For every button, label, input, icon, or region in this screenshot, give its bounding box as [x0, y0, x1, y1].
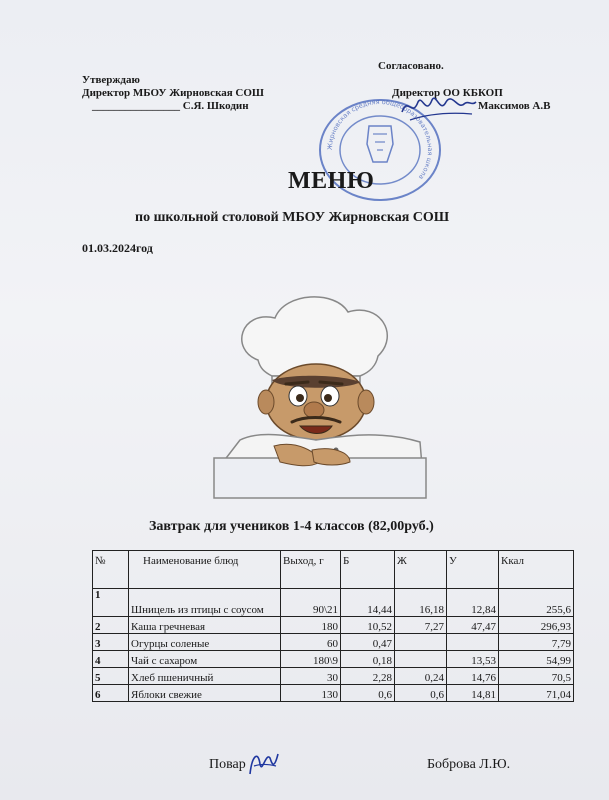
dish-name: Хлеб пшеничный: [129, 668, 281, 685]
cook-name: Боброва Л.Ю.: [427, 757, 511, 772]
dish-kcal: 54,99: [499, 651, 574, 668]
dish-yield: 60: [281, 634, 341, 651]
dish-yield: 130: [281, 685, 341, 702]
dish-name: Каша гречневая: [129, 617, 281, 634]
menu-table: [92, 550, 574, 702]
page-subtitle: по школьной столовой МБОУ Жирновская СОШ: [135, 210, 450, 225]
dish-kcal: 70,5: [499, 668, 574, 685]
column-header-kcal: Ккал: [499, 551, 574, 589]
dish-kcal: 296,93: [499, 617, 574, 634]
chef-illustration: [200, 290, 440, 500]
dish-kcal: 255,6: [499, 589, 574, 617]
dish-fats: [395, 651, 447, 668]
breakfast-heading: Завтрак для учеников 1-4 классов (82,00руб.): [149, 519, 434, 534]
dish-name: Чай с сахаром: [129, 651, 281, 668]
dish-carbs: 14,76: [447, 668, 499, 685]
stamp-text: Жирновская средняя общеобразовательная школа: [325, 97, 435, 181]
dish-yield: 180\9: [281, 651, 341, 668]
dish-proteins: 0,18: [341, 651, 395, 668]
row-number: 2: [93, 617, 129, 634]
approver-title: Директор МБОУ Жирновская СОШ: [82, 87, 265, 99]
dish-name: Яблоки свежие: [129, 685, 281, 702]
dish-fats: 0,6: [395, 685, 447, 702]
agreed-title: Директор ОО КБКОП: [392, 87, 503, 99]
dish-proteins: 14,44: [341, 589, 395, 617]
dish-yield: 90\21: [281, 589, 341, 617]
dish-fats: 7,27: [395, 617, 447, 634]
table-row: [93, 685, 574, 702]
column-header-fats: Ж: [395, 551, 447, 589]
row-number: 1: [93, 589, 129, 617]
dish-proteins: 2,28: [341, 668, 395, 685]
dish-fats: [395, 634, 447, 651]
row-number: 6: [93, 685, 129, 702]
approver-signature-line: ________________ С.Я. Шкодин: [92, 100, 249, 112]
dish-carbs: [447, 634, 499, 651]
dish-fats: 0,24: [395, 668, 447, 685]
dish-name: Огурцы соленые: [129, 634, 281, 651]
dish-proteins: 10,52: [341, 617, 395, 634]
page-title: МЕНЮ: [288, 168, 375, 194]
dish-yield: 180: [281, 617, 341, 634]
menu-date: 01.03.2024год: [82, 241, 153, 255]
table-row: [93, 634, 574, 651]
cook-signature: [244, 746, 284, 780]
row-number: 4: [93, 651, 129, 668]
dish-name: Шницель из птицы с соусом: [129, 589, 281, 617]
column-header-proteins: Б: [341, 551, 395, 589]
agreed-signature: [398, 88, 478, 128]
dish-yield: 30: [281, 668, 341, 685]
dish-fats: 16,18: [395, 589, 447, 617]
dish-carbs: 12,84: [447, 589, 499, 617]
row-number: 3: [93, 634, 129, 651]
table-row: [93, 617, 574, 634]
dish-kcal: 7,79: [499, 634, 574, 651]
table-row: [93, 651, 574, 668]
table-row: [93, 668, 574, 685]
column-header-yield: Выход, г: [281, 551, 341, 589]
dish-proteins: 0,6: [341, 685, 395, 702]
column-header-dish: Наименование блюд: [129, 551, 281, 589]
row-number: 5: [93, 668, 129, 685]
column-header-number: №: [93, 551, 129, 589]
dish-carbs: 13,53: [447, 651, 499, 668]
dish-carbs: 47,47: [447, 617, 499, 634]
table-row: [93, 589, 574, 617]
agreed-name: Максимов А.В: [478, 100, 551, 112]
dish-carbs: 14,81: [447, 685, 499, 702]
agreed-label: Согласовано.: [378, 60, 444, 72]
dish-kcal: 71,04: [499, 685, 574, 702]
dish-proteins: 0,47: [341, 634, 395, 651]
table-header-row: [93, 551, 574, 589]
column-header-carbs: У: [447, 551, 499, 589]
approve-label: Утверждаю: [82, 74, 140, 86]
cook-label: Повар: [209, 757, 246, 772]
